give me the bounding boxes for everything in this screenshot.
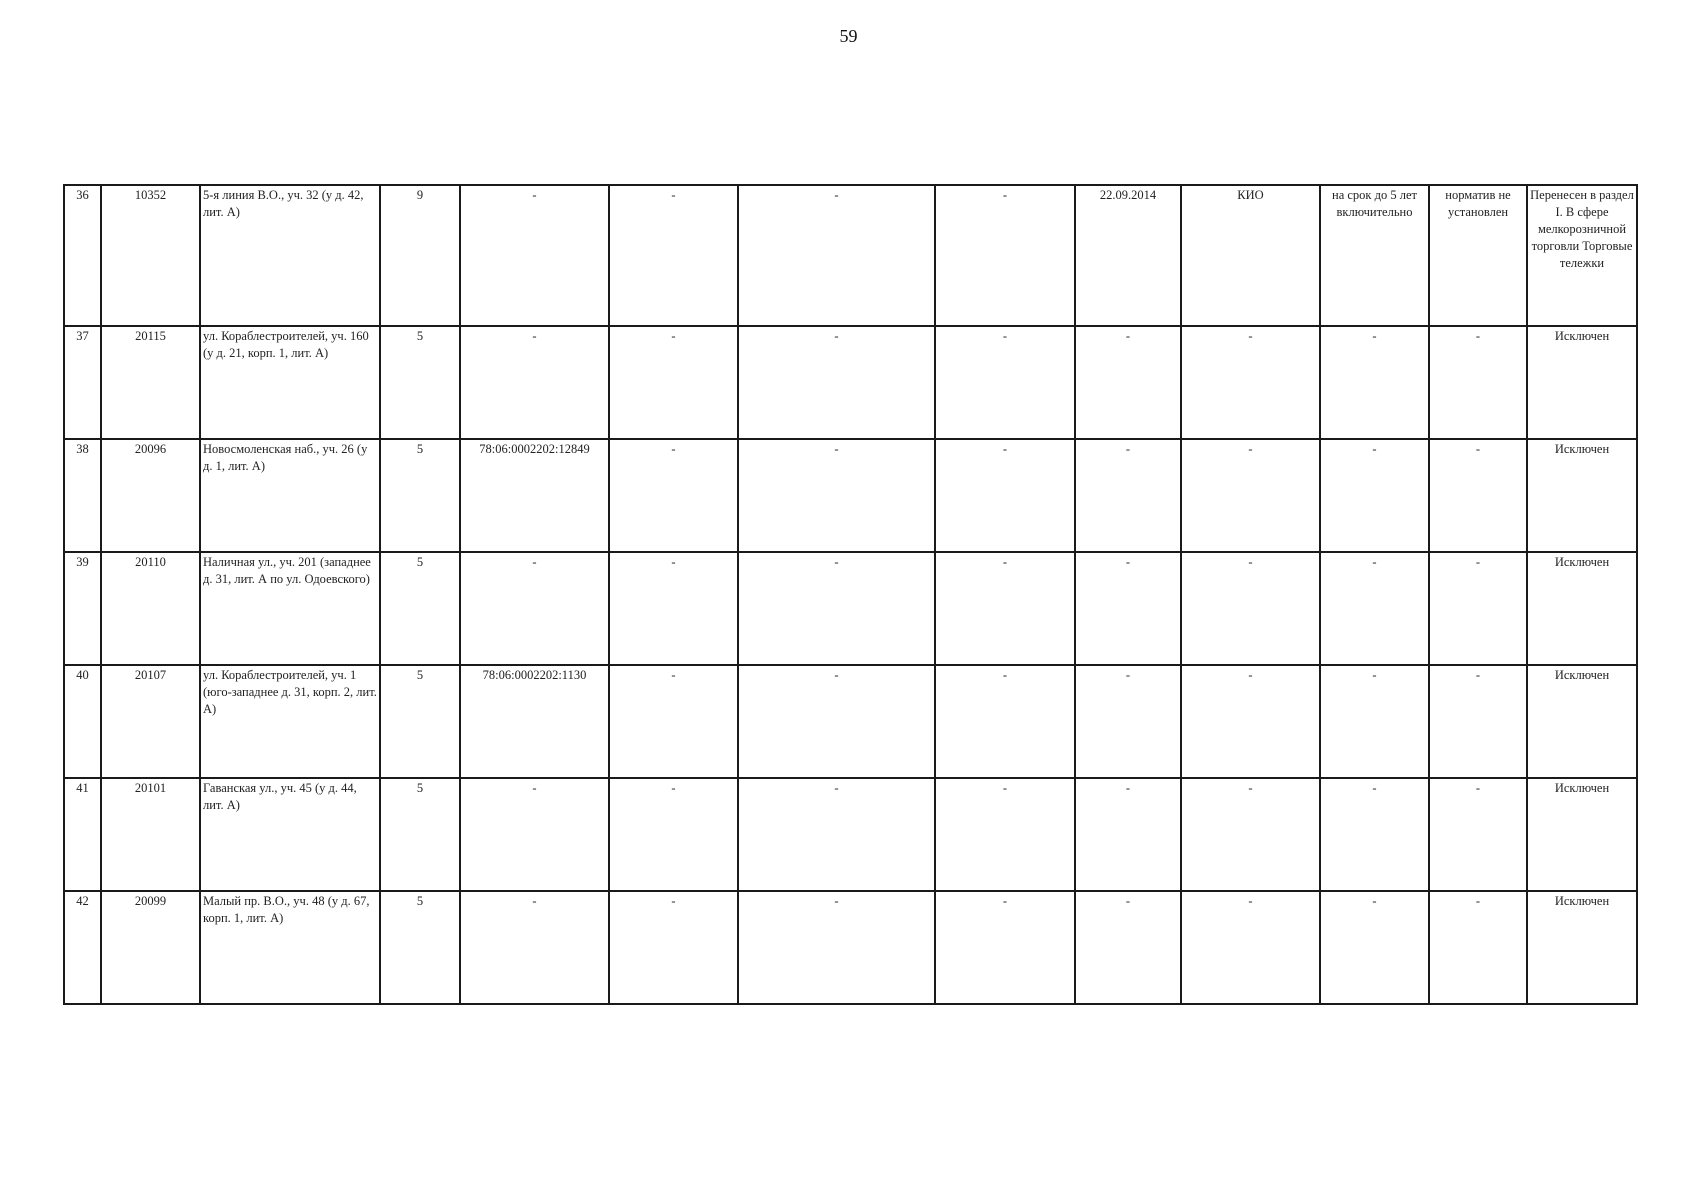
term-cell: - — [1320, 891, 1429, 1004]
row-number-cell: 37 — [64, 326, 101, 439]
address-cell: Наличная ул., уч. 201 (западнее д. 31, лит. А по ул. Одоевского) — [200, 552, 380, 665]
table-row — [64, 665, 1637, 778]
code-cell: 20101 — [101, 778, 200, 891]
row-number-cell: 39 — [64, 552, 101, 665]
term-cell: - — [1320, 552, 1429, 665]
cadastral-cell: - — [460, 552, 609, 665]
term-cell: - — [1320, 439, 1429, 552]
status-cell: Исключен — [1527, 665, 1637, 778]
code-cell: 20107 — [101, 665, 200, 778]
term-cell: - — [1320, 778, 1429, 891]
column-7-cell: - — [738, 439, 935, 552]
date-cell: - — [1075, 891, 1181, 1004]
status-cell: Исключен — [1527, 552, 1637, 665]
column-6-cell: - — [609, 439, 738, 552]
count-cell: 5 — [380, 326, 460, 439]
date-cell: - — [1075, 326, 1181, 439]
table-row — [64, 552, 1637, 665]
row-number-cell: 41 — [64, 778, 101, 891]
norm-cell: - — [1429, 552, 1527, 665]
status-cell: Исключен — [1527, 778, 1637, 891]
column-8-cell: - — [935, 326, 1075, 439]
table-row — [64, 326, 1637, 439]
count-cell: 5 — [380, 439, 460, 552]
registry-table-body — [64, 185, 1637, 1004]
status-cell: Исключен — [1527, 891, 1637, 1004]
code-cell: 20096 — [101, 439, 200, 552]
authority-cell: - — [1181, 778, 1320, 891]
column-6-cell: - — [609, 891, 738, 1004]
status-cell: Исключен — [1527, 439, 1637, 552]
table-row — [64, 439, 1637, 552]
address-cell: Малый пр. В.О., уч. 48 (у д. 67, корп. 1, лит. А) — [200, 891, 380, 1004]
code-cell: 20099 — [101, 891, 200, 1004]
column-8-cell: - — [935, 891, 1075, 1004]
count-cell: 9 — [380, 185, 460, 326]
column-8-cell: - — [935, 665, 1075, 778]
row-number-cell: 40 — [64, 665, 101, 778]
column-7-cell: - — [738, 891, 935, 1004]
column-7-cell: - — [738, 552, 935, 665]
address-cell: ул. Кораблестроителей, уч. 160 (у д. 21, корп. 1, лит. А) — [200, 326, 380, 439]
table-row — [64, 778, 1637, 891]
page-number: 59 — [839, 26, 858, 46]
row-number-cell: 36 — [64, 185, 101, 326]
column-7-cell: - — [738, 185, 935, 326]
row-number-cell: 42 — [64, 891, 101, 1004]
norm-cell: - — [1429, 326, 1527, 439]
date-cell: - — [1075, 552, 1181, 665]
cadastral-cell: - — [460, 891, 609, 1004]
norm-cell: - — [1429, 778, 1527, 891]
term-cell: - — [1320, 326, 1429, 439]
authority-cell: - — [1181, 326, 1320, 439]
cadastral-cell: 78:06:0002202:1130 — [460, 665, 609, 778]
count-cell: 5 — [380, 552, 460, 665]
status-cell: Исключен — [1527, 326, 1637, 439]
date-cell: 22.09.2014 — [1075, 185, 1181, 326]
column-8-cell: - — [935, 185, 1075, 326]
cadastral-cell: - — [460, 185, 609, 326]
address-cell: Новосмоленская наб., уч. 26 (у д. 1, лит. А) — [200, 439, 380, 552]
cadastral-cell: - — [460, 326, 609, 439]
code-cell: 10352 — [101, 185, 200, 326]
address-cell: ул. Кораблестроителей, уч. 1 (юго-западнее д. 31, корп. 2, лит. А) — [200, 665, 380, 778]
column-6-cell: - — [609, 326, 738, 439]
table-row — [64, 185, 1637, 326]
term-cell: на срок до 5 лет включительно — [1320, 185, 1429, 326]
date-cell: - — [1075, 665, 1181, 778]
table-row — [64, 891, 1637, 1004]
column-8-cell: - — [935, 552, 1075, 665]
authority-cell: КИО — [1181, 185, 1320, 326]
count-cell: 5 — [380, 665, 460, 778]
row-number-cell: 38 — [64, 439, 101, 552]
authority-cell: - — [1181, 891, 1320, 1004]
cadastral-cell: 78:06:0002202:12849 — [460, 439, 609, 552]
norm-cell: - — [1429, 439, 1527, 552]
cadastral-cell: - — [460, 778, 609, 891]
address-cell: Гаванская ул., уч. 45 (у д. 44, лит. А) — [200, 778, 380, 891]
code-cell: 20115 — [101, 326, 200, 439]
column-6-cell: - — [609, 778, 738, 891]
column-7-cell: - — [738, 326, 935, 439]
column-8-cell: - — [935, 778, 1075, 891]
norm-cell: - — [1429, 891, 1527, 1004]
authority-cell: - — [1181, 552, 1320, 665]
column-7-cell: - — [738, 778, 935, 891]
column-6-cell: - — [609, 552, 738, 665]
norm-cell: норматив не установлен — [1429, 185, 1527, 326]
column-6-cell: - — [609, 185, 738, 326]
term-cell: - — [1320, 665, 1429, 778]
column-7-cell: - — [738, 665, 935, 778]
column-6-cell: - — [609, 665, 738, 778]
norm-cell: - — [1429, 665, 1527, 778]
count-cell: 5 — [380, 778, 460, 891]
column-8-cell: - — [935, 439, 1075, 552]
status-cell: Перенесен в раздел I. В сфере мелкорозничной торговли Торговые тележки — [1527, 185, 1637, 326]
address-cell: 5-я линия В.О., уч. 32 (у д. 42, лит. А) — [200, 185, 380, 326]
date-cell: - — [1075, 778, 1181, 891]
date-cell: - — [1075, 439, 1181, 552]
authority-cell: - — [1181, 665, 1320, 778]
registry-table — [63, 184, 1638, 1005]
authority-cell: - — [1181, 439, 1320, 552]
count-cell: 5 — [380, 891, 460, 1004]
code-cell: 20110 — [101, 552, 200, 665]
